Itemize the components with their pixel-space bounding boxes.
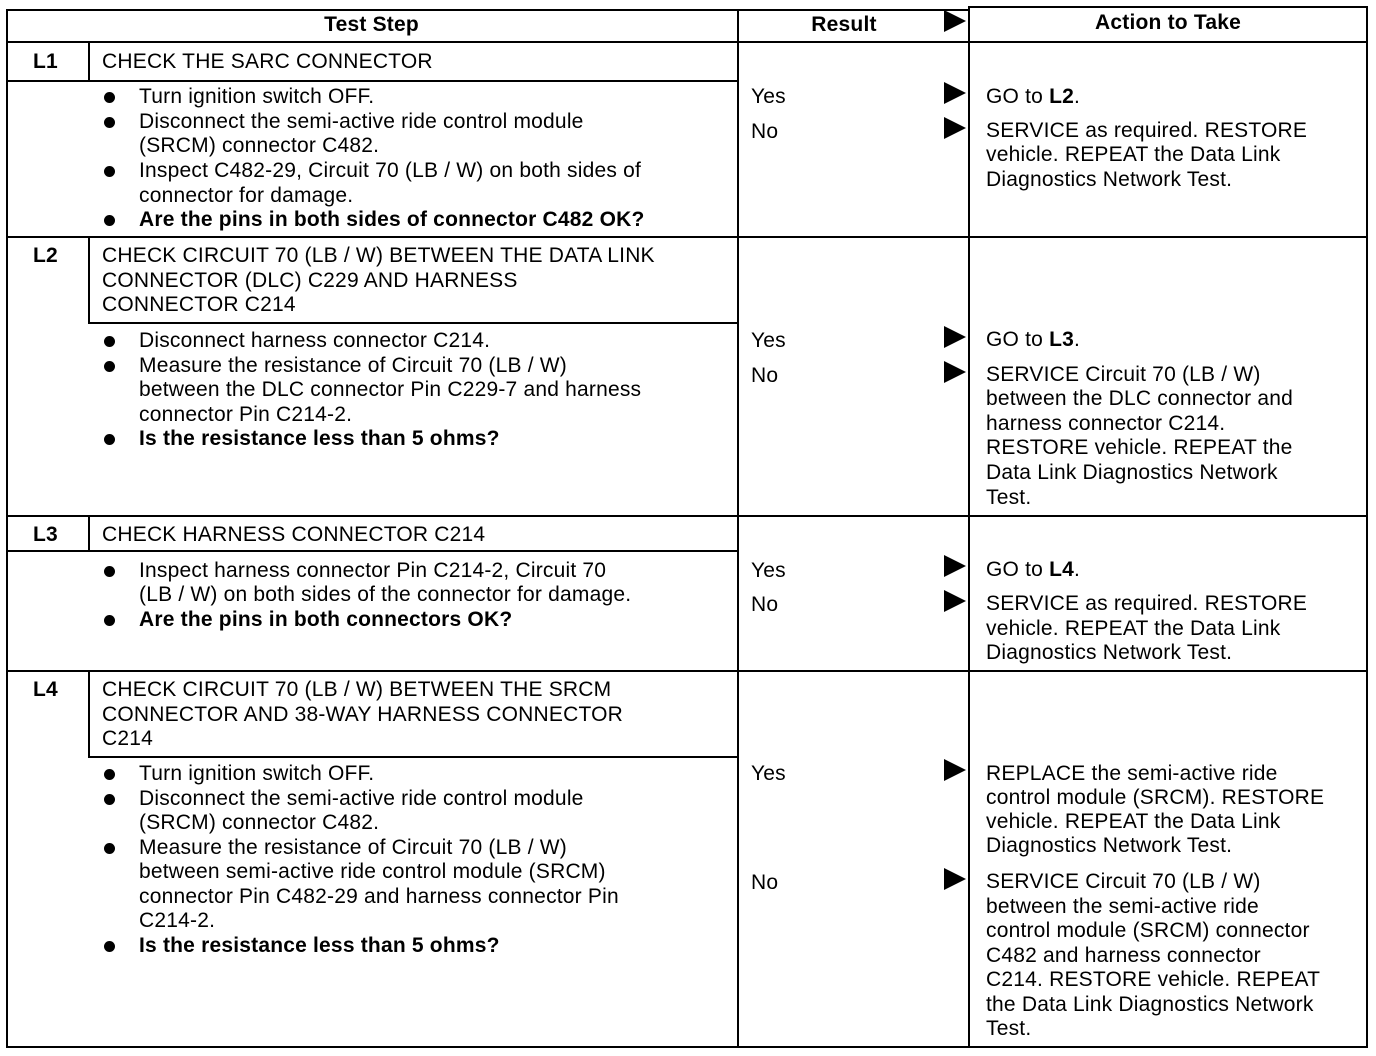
step-id-l3: L3 bbox=[33, 523, 58, 546]
l2-bullet-1: Disconnect harness connector C214. bbox=[139, 329, 491, 352]
l4-bullet-3-line-4: C214-2. bbox=[139, 909, 216, 932]
l2-yes-label: Yes bbox=[751, 329, 786, 352]
l1-bullet-2-line-1: Disconnect the semi-active ride control module bbox=[139, 110, 584, 133]
l1-yes-arrow-icon bbox=[944, 82, 966, 104]
l1-no-arrow-icon bbox=[944, 117, 966, 139]
l2-no-arrow-icon bbox=[944, 361, 966, 383]
step-separator-l3 bbox=[6, 515, 1368, 517]
l2-no-action-line-1: SERVICE Circuit 70 (LB / W) bbox=[986, 363, 1261, 386]
step-title-l4-line-2: CONNECTOR AND 38-WAY HARNESS CONNECTOR bbox=[102, 703, 624, 726]
step-title-l4-line-1: CHECK CIRCUIT 70 (LB / W) BETWEEN THE SRCM bbox=[102, 678, 612, 701]
l4-title-bottom bbox=[88, 756, 738, 758]
l2-yes-action-target: L3 bbox=[1049, 328, 1074, 351]
l4-question: Is the resistance less than 5 ohms? bbox=[139, 934, 500, 957]
bullet-icon bbox=[104, 361, 115, 372]
bullet-icon bbox=[104, 769, 115, 780]
l2-no-action-line-2: between the DLC connector and bbox=[986, 387, 1293, 410]
l4-no-action-line-6: the Data Link Diagnostics Network bbox=[986, 993, 1314, 1016]
l2-no-action-line-3: harness connector C214. bbox=[986, 412, 1226, 435]
l3-no-action-line-3: Diagnostics Network Test. bbox=[986, 641, 1233, 664]
l4-no-action-line-1: SERVICE Circuit 70 (LB / W) bbox=[986, 870, 1261, 893]
step-title-l1: CHECK THE SARC CONNECTOR bbox=[102, 50, 433, 73]
bullet-icon bbox=[104, 336, 115, 347]
l3-yes-label: Yes bbox=[751, 559, 786, 582]
l4-bullet-3-line-3: connector Pin C482-29 and harness connector Pin bbox=[139, 885, 619, 908]
l2-no-action-line-6: Test. bbox=[986, 486, 1032, 509]
l4-id-divider bbox=[88, 670, 90, 757]
step-separator-l2 bbox=[6, 236, 1368, 238]
action-header-top bbox=[968, 6, 1368, 8]
l1-bullet-1: Turn ignition switch OFF. bbox=[139, 85, 375, 108]
l3-bullet-1-line-2: (LB / W) on both sides of the connector for damage. bbox=[139, 583, 632, 606]
l1-bullet-3-line-2: connector for damage. bbox=[139, 184, 354, 207]
step-id-l4: L4 bbox=[33, 678, 58, 701]
l1-title-bottom bbox=[88, 80, 738, 82]
table-border-bottom bbox=[6, 1046, 1368, 1048]
l1-yes-action-target: L2 bbox=[1049, 85, 1074, 108]
l3-title-bottom bbox=[88, 550, 738, 552]
l1-bullet-2-line-2: (SRCM) connector C482. bbox=[139, 134, 380, 157]
l4-no-arrow-icon bbox=[944, 868, 966, 890]
bullet-icon bbox=[104, 566, 115, 577]
l4-yes-action-line-1: REPLACE the semi-active ride bbox=[986, 762, 1278, 785]
l3-yes-arrow-icon bbox=[944, 555, 966, 577]
l4-bullet-3-line-2: between semi-active ride control module (SRCM) bbox=[139, 860, 606, 883]
l3-yes-action: GO to L4. bbox=[986, 558, 1081, 581]
l3-no-action-line-1: SERVICE as required. RESTORE bbox=[986, 592, 1308, 615]
bullet-icon bbox=[104, 615, 115, 626]
bullet-icon bbox=[104, 92, 115, 103]
step-title-l2-line-2: CONNECTOR (DLC) C229 AND HARNESS bbox=[102, 269, 518, 292]
l1-yes-action: GO to L2. bbox=[986, 85, 1081, 108]
header-result: Result bbox=[811, 13, 877, 36]
l4-bullet-2-line-1: Disconnect the semi-active ride control module bbox=[139, 787, 584, 810]
l3-id-divider bbox=[88, 515, 90, 552]
l1-id-divider bbox=[88, 41, 90, 81]
l4-yes-action-line-4: Diagnostics Network Test. bbox=[986, 834, 1233, 857]
step-title-l3: CHECK HARNESS CONNECTOR C214 bbox=[102, 523, 486, 546]
l2-no-label: No bbox=[751, 364, 779, 387]
column-divider-action bbox=[968, 6, 970, 1048]
l1-no-label: No bbox=[751, 120, 779, 143]
bullet-icon bbox=[104, 434, 115, 445]
l4-bullet-1: Turn ignition switch OFF. bbox=[139, 762, 375, 785]
header-test-step: Test Step bbox=[324, 13, 419, 36]
l2-bullet-2-line-3: connector Pin C214-2. bbox=[139, 403, 353, 426]
l1-bullet-3-line-1: Inspect C482-29, Circuit 70 (LB / W) on both sides of bbox=[139, 159, 641, 182]
table-border-left bbox=[6, 9, 8, 1048]
header-arrow-icon bbox=[944, 10, 966, 32]
step-id-l2: L2 bbox=[33, 244, 58, 267]
table-border-right bbox=[1366, 6, 1368, 1048]
l4-yes-label: Yes bbox=[751, 762, 786, 785]
l1-no-action-line-2: vehicle. REPEAT the Data Link bbox=[986, 143, 1281, 166]
l2-question: Is the resistance less than 5 ohms? bbox=[139, 427, 500, 450]
l1-no-action-line-3: Diagnostics Network Test. bbox=[986, 168, 1233, 191]
bullet-icon bbox=[104, 215, 115, 226]
l4-no-action-line-3: control module (SRCM) connector bbox=[986, 919, 1310, 942]
l4-bullet-3-line-1: Measure the resistance of Circuit 70 (LB / W) bbox=[139, 836, 567, 859]
step-separator-l4 bbox=[6, 670, 1368, 672]
bullet-icon bbox=[104, 117, 115, 128]
l2-bullet-2-line-2: between the DLC connector Pin C229-7 and harness bbox=[139, 378, 642, 401]
l2-no-action-line-5: Data Link Diagnostics Network bbox=[986, 461, 1278, 484]
l4-yes-action-line-3: vehicle. REPEAT the Data Link bbox=[986, 810, 1281, 833]
l2-id-divider bbox=[88, 236, 90, 323]
column-divider-result bbox=[737, 9, 739, 1048]
l4-no-action-line-7: Test. bbox=[986, 1017, 1032, 1040]
l4-bullet-2-line-2: (SRCM) connector C482. bbox=[139, 811, 380, 834]
step-id-l1: L1 bbox=[33, 50, 58, 73]
l1-no-action-line-1: SERVICE as required. RESTORE bbox=[986, 119, 1308, 142]
l4-no-label: No bbox=[751, 871, 779, 894]
step-title-l2-line-3: CONNECTOR C214 bbox=[102, 293, 296, 316]
l3-id-bottom bbox=[6, 550, 90, 552]
l1-question: Are the pins in both sides of connector C482 OK? bbox=[139, 208, 645, 231]
l2-title-bottom bbox=[88, 322, 738, 324]
l3-no-label: No bbox=[751, 593, 779, 616]
l2-no-action-line-4: RESTORE vehicle. REPEAT the bbox=[986, 436, 1293, 459]
l3-yes-action-target: L4 bbox=[1049, 558, 1074, 581]
l4-yes-arrow-icon bbox=[944, 759, 966, 781]
l4-no-action-line-2: between the semi-active ride bbox=[986, 895, 1259, 918]
l1-id-bottom bbox=[6, 80, 90, 82]
l3-no-action-line-2: vehicle. REPEAT the Data Link bbox=[986, 617, 1281, 640]
l2-yes-action: GO to L3. bbox=[986, 328, 1081, 351]
bullet-icon bbox=[104, 941, 115, 952]
l1-yes-label: Yes bbox=[751, 85, 786, 108]
l3-question: Are the pins in both connectors OK? bbox=[139, 608, 513, 631]
header-action: Action to Take bbox=[1095, 11, 1241, 34]
table-border-top bbox=[6, 9, 969, 11]
bullet-icon bbox=[104, 166, 115, 177]
l3-bullet-1-line-1: Inspect harness connector Pin C214-2, Circuit 70 bbox=[139, 559, 607, 582]
bullet-icon bbox=[104, 843, 115, 854]
bullet-icon bbox=[104, 794, 115, 805]
l2-yes-arrow-icon bbox=[944, 326, 966, 348]
l4-no-action-line-4: C482 and harness connector bbox=[986, 944, 1261, 967]
l2-bullet-2-line-1: Measure the resistance of Circuit 70 (LB / W) bbox=[139, 354, 567, 377]
l4-yes-action-line-2: control module (SRCM). RESTORE bbox=[986, 786, 1325, 809]
l3-no-arrow-icon bbox=[944, 590, 966, 612]
l4-no-action-line-5: C214. RESTORE vehicle. REPEAT bbox=[986, 968, 1321, 991]
header-bottom-rule bbox=[6, 41, 1368, 43]
step-title-l2-line-1: CHECK CIRCUIT 70 (LB / W) BETWEEN THE DATA LINK bbox=[102, 244, 655, 267]
step-title-l4-line-3: C214 bbox=[102, 727, 154, 750]
